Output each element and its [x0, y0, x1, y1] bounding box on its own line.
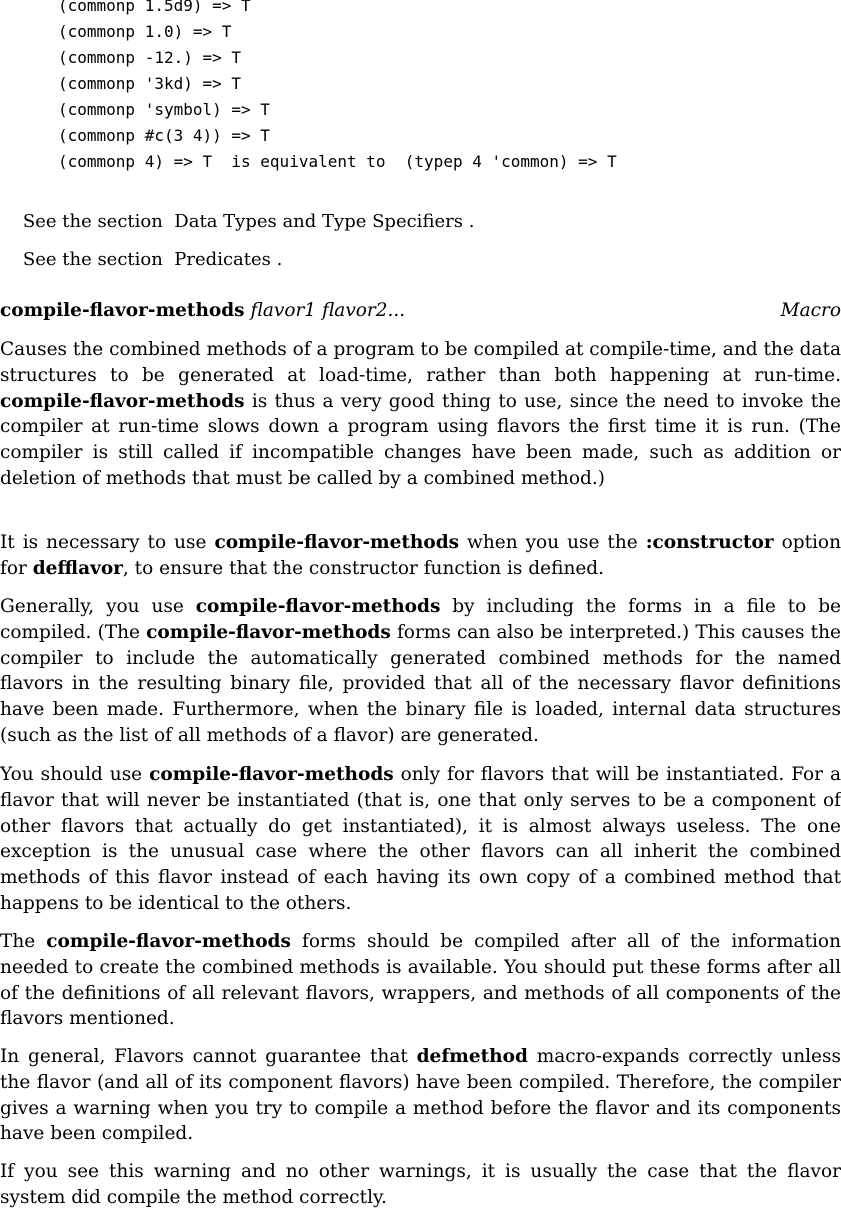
body-paragraph [0, 762, 841, 917]
entry-heading [0, 299, 841, 323]
text-run: The [0, 931, 47, 952]
body-paragraph [0, 929, 841, 1032]
text-run: In general, Flavors cannot guarantee that [0, 1046, 417, 1067]
text-run: when you use the [459, 532, 646, 553]
bold-term: compile-flavor-methods [46, 931, 291, 952]
text-run: only for flavors that will be instantiated. For a flavor that will never be instantiated (that is, one that only serves to be a component of other flavors that actually do get instantiated), it is almost always useless. The one exception is the unusual case where the other flavors can all inherit the combined methods of this flavor instead of each having its own copy of a combined method that happens to be identical to the others. [0, 764, 841, 914]
bold-term: defmethod [416, 1046, 528, 1067]
entry-kind: Macro [780, 300, 841, 321]
see-also-prefix: See the section [22, 211, 163, 232]
bold-term: compile-flavor-methods [214, 532, 460, 553]
body-paragraph [0, 337, 841, 492]
text-run: , to ensure that the constructor function is defined. [122, 557, 605, 579]
bold-term: compile-flavor-methods [195, 596, 441, 617]
bold-term: compile-flavor-methods [0, 390, 245, 412]
code-line: (commonp -12.) => T [58, 48, 242, 67]
code-line: (commonp #c(3 4)) => T [58, 126, 270, 145]
code-line: (commonp 4) => T is equivalent to (typep 4 'common) => T [58, 152, 617, 171]
see-also-prefix: See the section [22, 249, 163, 270]
text-run: forms can also be interpreted.) This causes the compiler to include the automatically generated combined methods for the named flavors in the resulting binary file, provided that all of the necessary flavor definitions have been made. Furthermore, when the binary file is loaded, internal data structures (such as the list of all methods of a flavor) are generated. [0, 621, 841, 746]
text-run: macro-expands correctly unless the flavor (and all of its component flavors) have been compiled. Therefore, the compiler gives a warning when you try to compile a method before the flavor and its components have been compiled. [0, 1046, 841, 1145]
text-run: Causes the combined methods of a program to be compiled at compile-time, and the data structures to be generated at load-time, rather than both happening at run-time. [0, 339, 841, 386]
entry-name: compile-flavor-methods [0, 300, 245, 321]
text-run: by including the forms in a file to be compiled. (The [0, 596, 841, 643]
text-run: It is necessary to use [0, 532, 215, 553]
see-also-suffix: . [276, 249, 283, 270]
see-also-line [0, 227, 282, 293]
text-run: option for [0, 532, 841, 579]
see-also-suffix: . [468, 211, 475, 232]
bold-term: :constructor [645, 532, 774, 553]
body-paragraph [0, 530, 841, 582]
bold-term: compile-flavor-methods [149, 764, 394, 785]
entry-args: flavor1 flavor2... [250, 300, 406, 321]
code-line: (commonp '3kd) => T [58, 74, 242, 93]
see-also-section-link[interactable]: Data Types and Type Specifiers [174, 211, 463, 232]
body-paragraph [0, 1159, 841, 1211]
text-run: is thus a very good thing to use, since the need to invoke the compiler at run-time slows down a program using flavors the first time it is run. (The compiler is still called if incompatible changes have been made, such as addition or deletion of methods that must be called by a combined method.) [0, 390, 841, 489]
text-run: You should use [0, 764, 150, 785]
code-line: (commonp 1.0) => T [58, 22, 232, 41]
body-paragraph [0, 1044, 841, 1147]
code-line: (commonp 1.5d9) => T [58, 0, 251, 15]
text-run: Generally, you use [0, 596, 196, 617]
bold-term: defflavor [32, 557, 123, 579]
code-line: (commonp 'symbol) => T [58, 100, 270, 119]
body-paragraph [0, 594, 841, 749]
text-run: If you see this warning and no other warnings, it is usually the case that the flavor system did compile the method correctly. [0, 1161, 841, 1208]
see-also-section-link[interactable]: Predicates [174, 249, 271, 270]
text-run: forms should be compiled after all of the information needed to create the combined methods is available. You should put these forms after all of the definitions of all relevant flavors, wrappers, and methods of all components of the flavors mentioned. [0, 931, 841, 1030]
bold-term: compile-flavor-methods [146, 621, 391, 643]
